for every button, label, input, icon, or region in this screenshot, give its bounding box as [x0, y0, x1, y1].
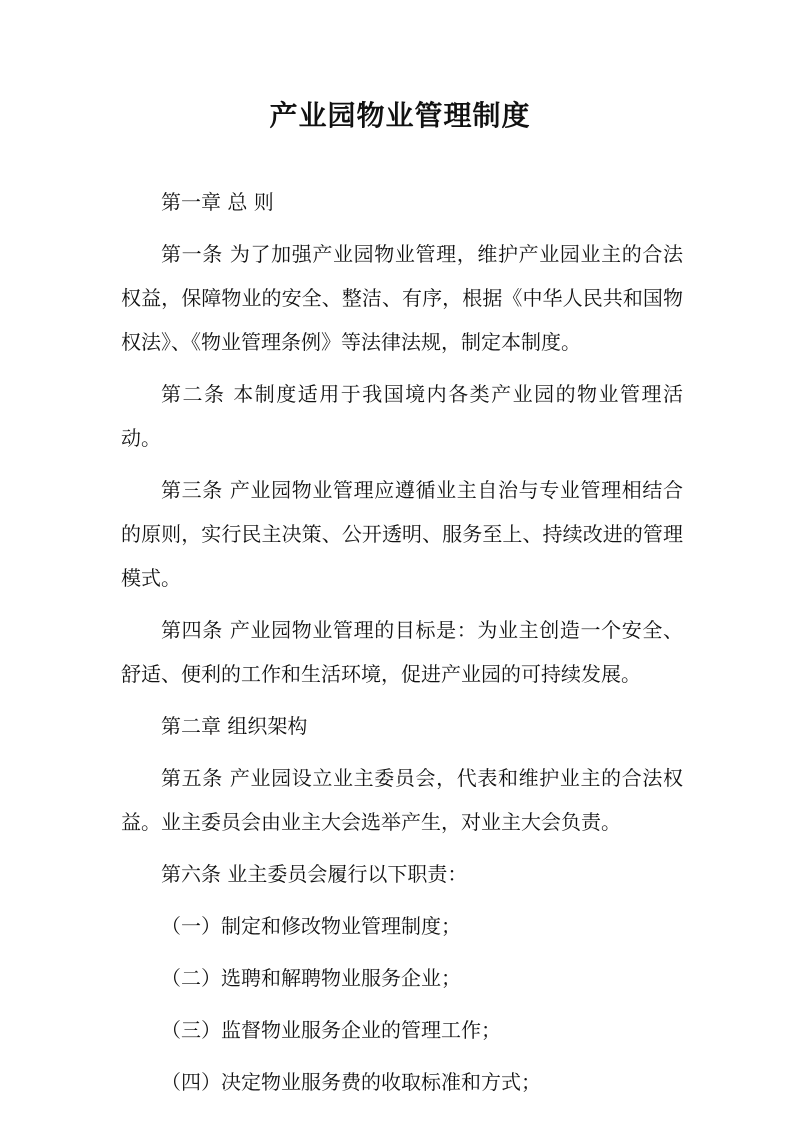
chapter-heading: 第一章 总 则 [161, 190, 274, 214]
document-title: 产业园物业管理制度 [269, 99, 531, 132]
list-item: （四）决定物业服务费的收取标准和方式； [161, 1070, 541, 1094]
article-paragraph: 第二条 本制度适用于我国境内各类产业园的物业管理活动。 [121, 382, 683, 450]
article-paragraph: 第六条 业主委员会履行以下职责： [161, 862, 468, 886]
article-paragraph: 第三条 产业园物业管理应遵循业主自治与专业管理相结合的原则，实行民主决策、公开透明、服务至上、持续改进的管理模式。 [121, 478, 683, 590]
list-item: （一）制定和修改物业管理制度； [161, 914, 461, 938]
document-body [121, 180, 683, 1104]
article-paragraph: 第一条 为了加强产业园物业管理，维护产业园业主的合法权益，保障物业的安全、整洁、有序，根据《中华人民共和国物权法》、《物业管理条例》等法律法规，制定本制度。 [121, 242, 683, 354]
list-item: （二）选聘和解聘物业服务企业； [161, 966, 461, 990]
article-paragraph: 第四条 产业园物业管理的目标是：为业主创造一个安全、舒适、便利的工作和生活环境，促进产业园的可持续发展。 [121, 618, 683, 686]
list-item: （三）监督物业服务企业的管理工作； [161, 1018, 501, 1042]
chapter-heading: 第二章 组织架构 [161, 714, 308, 738]
article-paragraph: 第五条 产业园设立业主委员会，代表和维护业主的合法权益。业主委员会由业主大会选举产生，对业主大会负责。 [121, 766, 683, 834]
